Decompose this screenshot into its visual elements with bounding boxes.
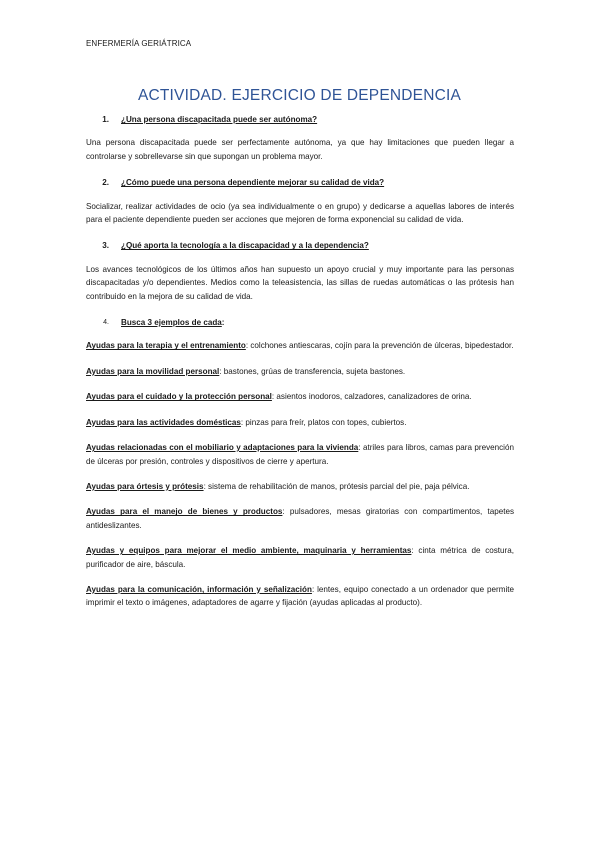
question-2	[86, 176, 514, 189]
aid-label: Ayudas para la movilidad personal	[86, 366, 220, 376]
aid-label: Ayudas para las actividades domésticas	[86, 417, 241, 427]
question-number: 2.	[102, 178, 109, 188]
aid-examples: : asientos inodoros, calzadores, canalizadores de orina.	[271, 392, 472, 402]
aid-examples: : pinzas para freír, platos con topes, cubiertos.	[240, 417, 407, 427]
aid-category	[86, 339, 514, 352]
aid-category	[86, 441, 514, 468]
answer-1: Una persona discapacitada puede ser perfectamente autónoma, ya que hay limitaciones que pueden llegar a controlarse y sobrellevarse sin que supongan un problema mayor.	[86, 138, 514, 161]
aid-category	[86, 365, 514, 378]
question-text: Busca 3 ejemplos de cada	[121, 318, 222, 328]
aid-label: Ayudas para el manejo de bienes y productos	[86, 507, 283, 517]
document-title: ACTIVIDAD. EJERCICIO DE DEPENDENCIA	[137, 87, 462, 104]
aid-examples: : atriles para libros, camas para prevención de úlceras por presión, controles y dispositivos de cierre y apertura.	[86, 443, 514, 466]
aid-category	[86, 480, 514, 493]
answer-3: Los avances tecnológicos de los últimos años han supuesto un apoyo crucial y muy importante para las personas discapacitadas y/o dependientes. Medios como la teleasistencia, las sillas de ruedas automáticas o las prótesis han contribuido en la mejora de su calidad de vida.	[86, 264, 514, 301]
aid-examples: : sistema de rehabilitación de manos, prótesis parcial del pie, paja pélvica.	[203, 481, 470, 491]
question-4	[86, 316, 514, 329]
question-number: 3.	[102, 241, 109, 251]
aid-category	[86, 390, 514, 403]
aid-label: Ayudas relacionadas con el mobiliario y adaptaciones para la vivienda	[86, 443, 359, 453]
aid-category	[86, 505, 514, 532]
answer-2: Socializar, realizar actividades de ocio (ya sea individualmente o en grupo) y dedicarse a aquellas labores de interés para el paciente dependiente pueden ser acciones que mejoren de forma exponencial su calidad de vida.	[86, 201, 514, 225]
aid-label: Ayudas para órtesis y prótesis	[86, 481, 204, 491]
document-body	[86, 113, 514, 622]
question-text: ¿Qué aporta la tecnología a la discapacidad y a la dependencia?	[121, 241, 369, 251]
question-text-wrap	[121, 316, 224, 329]
question-1	[86, 113, 514, 126]
aid-examples: : cinta métrica de costura, purificador de aire, báscula.	[86, 546, 515, 569]
page-header: ENFERMERÍA GERIÁTRICA	[86, 39, 192, 48]
aid-category	[86, 544, 514, 571]
aid-examples: : lentes, equipo conectado a un ordenador que permite imprimir el texto o imágenes, adaptadores de agarre y fijación (ayudas aplicadas al producto).	[86, 584, 514, 608]
aid-label: Ayudas y equipos para mejorar el medio ambiente, maquinaria y herramientas	[86, 546, 412, 556]
aid-label: Ayudas para el cuidado y la protección personal	[86, 392, 272, 402]
aid-examples: : pulsadores, mesas giratorias con compartimentos, tapetes antideslizantes.	[86, 507, 515, 530]
question-number: 1.	[102, 115, 109, 124]
aid-examples: : colchones antiescaras, cojín para la prevención de úlceras, bipedestador.	[245, 341, 514, 351]
aid-examples: : bastones, grúas de transferencia, sujeta bastones.	[219, 366, 406, 376]
aid-category	[86, 583, 514, 610]
question-suffix: :	[221, 318, 225, 328]
aid-category	[86, 416, 514, 429]
question-number: 4.	[103, 319, 109, 327]
question-3	[86, 239, 514, 252]
question-text: ¿Cómo puede una persona dependiente mejorar su calidad de vida?	[121, 178, 385, 188]
aid-label: Ayudas para la terapia y el entrenamiento	[86, 341, 246, 351]
question-text: ¿Una persona discapacitada puede ser autónoma?	[121, 115, 318, 124]
aid-label: Ayudas para la comunicación, información y señalización	[86, 584, 312, 594]
